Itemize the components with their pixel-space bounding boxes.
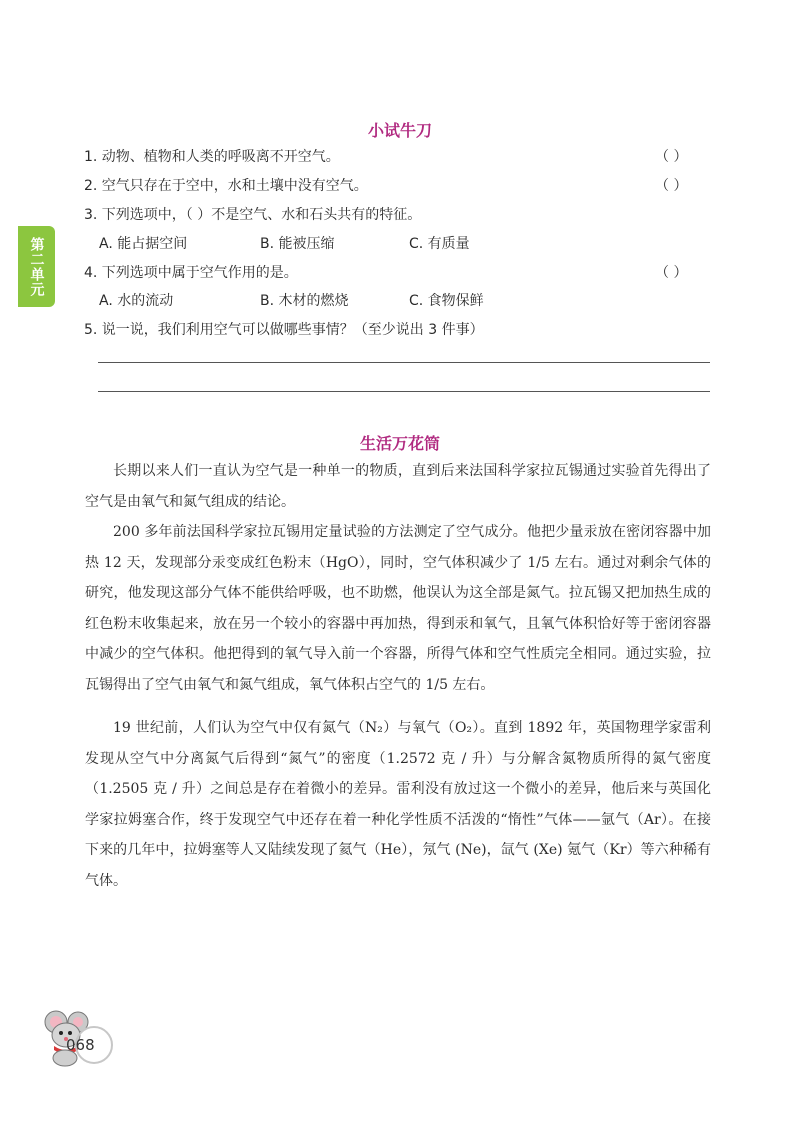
section-title-reading: 生活万花筒: [359, 434, 440, 453]
question-2: 2. 空气只存在于空中，水和土壤中没有空气。: [84, 178, 368, 194]
q4-option-a[interactable]: A. 水的流动: [99, 293, 174, 309]
q3-option-a[interactable]: A. 能占据空间: [99, 236, 188, 252]
q3-option-c[interactable]: C. 有质量: [409, 236, 470, 252]
question-1: 1. 动物、植物和人类的呼吸离不开空气。: [84, 149, 340, 165]
q3-option-b[interactable]: B. 能被压缩: [260, 236, 335, 252]
reading-paragraph-3: 19 世纪前，人们认为空气中仅有氮气（N₂）与氧气（O₂）。直到 1892 年，英国物理学家雷利发现从空气中分离氮气后得到“氮气”的密度（1.2572 克 / 升）与分解含氮物质所得的氮气密度（1.2505 克 / 升）之间总是存在着微小的差异。雷利没有放过这一个微小的差异，他后来与英国化学家拉姆塞合作，终于发现空气中还存在着一种化学性质不活泼的“惰性”气体——氩气（Ar）。在接下来的几年中，拉姆塞等人又陆续发现了氦气（He），氖气 (Ne)，氙气 (Xe) 氪气（Kr）等六种稀有气体。: [85, 720, 711, 889]
reading-paragraph-1: 长期以来人们一直认为空气是一种单一的物质，直到后来法国科学家拉瓦锡通过实验首先得出了空气是由氧气和氮气组成的结论。: [85, 463, 711, 510]
unit-side-tab: 第二单元: [18, 226, 55, 307]
page-number: 068: [66, 1036, 95, 1054]
q4-option-b[interactable]: B. 木材的燃烧: [260, 293, 349, 309]
question-4: 4. 下列选项中属于空气作用的是。: [84, 265, 298, 281]
answer-line-1[interactable]: [98, 362, 710, 363]
question-3: 3. 下列选项中，（ ）不是空气、水和石头共有的特征。: [84, 207, 422, 223]
question-5: 5. 说一说，我们利用空气可以做哪些事情？（至少说出 3 件事）: [84, 322, 484, 338]
answer-paren-1[interactable]: （ ）: [655, 149, 688, 165]
answer-paren-4[interactable]: （ ）: [655, 265, 688, 281]
section-title-practice: 小试牛刀: [367, 121, 432, 140]
q4-option-c[interactable]: C. 食物保鲜: [409, 293, 484, 309]
reading-paragraph-2: 200 多年前法国科学家拉瓦锡用定量试验的方法测定了空气成分。他把少量汞放在密闭容器中加热 12 天，发现部分汞变成红色粉末（HgO），同时，空气体积减少了 1/5 左右。通过对剩余气体的研究，他发现这部分气体不能供给呼吸，也不助燃，他误认为这全部是氮气。拉瓦锡又把加热生成的红色粉末收集起来，放在另一个较小的容器中再加热，得到汞和氧气，且氧气体积恰好等于密闭容器中减少的空气体积。他把得到的氧气导入前一个容器，所得气体和空气性质完全相同。通过实验，拉瓦锡得出了空气由氧气和氮气组成，氧气体积占空气的 1/5 左右。: [85, 524, 711, 693]
answer-paren-2[interactable]: （ ）: [655, 178, 688, 194]
answer-line-2[interactable]: [98, 391, 710, 392]
